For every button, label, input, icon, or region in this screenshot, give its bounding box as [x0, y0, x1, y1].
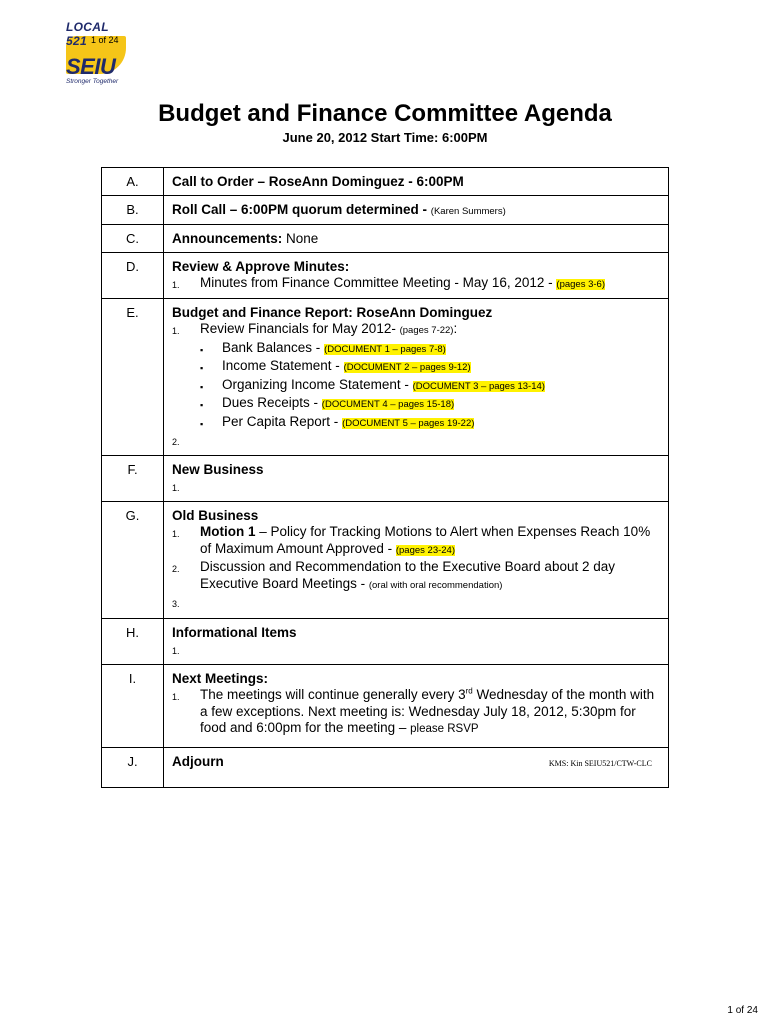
list-number: 2.	[172, 437, 180, 447]
ordinal-suffix: rd	[465, 686, 473, 696]
agenda-table	[101, 167, 669, 788]
row-content	[164, 747, 669, 787]
row-letter: I.	[102, 664, 164, 747]
bullet-text: Income Statement -	[222, 358, 344, 373]
row-letter: F.	[102, 455, 164, 501]
page-number-top: 1 of 24	[91, 35, 119, 45]
highlight-document: (DOCUMENT 3 – pages 13-14)	[412, 380, 545, 392]
row-content	[164, 501, 669, 618]
item-heading: Budget and Finance Report: RoseAnn Dominguez	[172, 304, 493, 320]
list-number: 1.	[172, 483, 180, 493]
agenda-row-c	[102, 225, 669, 253]
page-number-bottom: 1 of 24	[727, 1005, 758, 1016]
agenda-row-h	[102, 618, 669, 664]
list-item	[172, 594, 662, 613]
item-note: (Karen Summers)	[430, 205, 506, 217]
bullet-icon: ▪	[200, 381, 204, 392]
highlight-pages: (pages 23-24)	[395, 544, 455, 556]
highlight-document: (DOCUMENT 1 – pages 7-8)	[324, 343, 446, 355]
list-text: The meetings will continue generally every 3	[200, 687, 466, 702]
bullet-list	[200, 340, 662, 433]
item-heading: Next Meetings:	[172, 670, 269, 686]
pages-note: (pages 7-22)	[399, 325, 454, 336]
row-content	[164, 618, 669, 664]
list-item	[172, 478, 662, 497]
motion-label: Motion 1	[200, 524, 256, 539]
row-letter: B.	[102, 195, 164, 225]
row-letter: E.	[102, 298, 164, 455]
item-heading: Announcements:	[172, 231, 283, 246]
bullet-item	[200, 377, 662, 396]
list-text: Discussion and Recommendation to the Executive Board about 2 day Executive Board Meetings -	[200, 559, 615, 591]
list-text: – Policy for Tracking Motions to Alert when Expenses Reach 10% of Maximum Amount Approved -	[200, 524, 651, 556]
row-letter: D.	[102, 252, 164, 298]
logo-seiu-text: SEIU	[66, 54, 116, 79]
row-content	[164, 298, 669, 455]
row-content	[164, 195, 669, 225]
bullet-item	[200, 340, 662, 359]
list-number: 2.	[172, 564, 180, 574]
list-number: 1.	[172, 326, 180, 336]
item-heading: Review & Approve Minutes:	[172, 258, 350, 274]
agenda-row-b	[102, 195, 669, 225]
list-item	[172, 641, 662, 660]
bullet-item	[200, 414, 662, 433]
list-number: 3.	[172, 599, 180, 609]
agenda-row-a	[102, 168, 669, 196]
agenda-row-d	[102, 252, 669, 298]
colon: :	[453, 321, 458, 336]
item-text: Roll Call – 6:00PM quorum determined -	[172, 201, 431, 217]
item-heading: Informational Items	[172, 624, 297, 640]
list-number: 1.	[172, 692, 180, 702]
row-letter: H.	[102, 618, 164, 664]
agenda-row-i	[102, 664, 669, 747]
list-text: Review Financials for May 2012-	[200, 321, 400, 336]
item-heading: Old Business	[172, 507, 259, 523]
list-text: Minutes from Finance Committee Meeting - May 16, 2012 -	[200, 275, 557, 290]
list-item	[172, 687, 662, 738]
rsvp-text: please RSVP	[410, 723, 479, 735]
item-text: None	[282, 231, 319, 246]
row-content	[164, 225, 669, 253]
bullet-text: Per Capita Report -	[222, 413, 343, 429]
bullet-icon: ▪	[200, 418, 204, 429]
seiu-logo	[66, 20, 132, 90]
highlight-pages: (pages 3-6)	[556, 279, 605, 290]
page-title: Budget and Finance Committee Agenda	[158, 100, 612, 127]
agenda-row-f	[102, 455, 669, 501]
list-item	[172, 275, 662, 294]
row-content	[164, 664, 669, 747]
highlight-document: (DOCUMENT 5 – pages 19-22)	[342, 417, 475, 429]
list-number: 1.	[172, 646, 180, 656]
highlight-document: (DOCUMENT 2 – pages 9-12)	[343, 362, 471, 373]
row-content	[164, 455, 669, 501]
agenda-row-j	[102, 747, 669, 787]
bullet-text: Organizing Income Statement -	[222, 376, 413, 392]
list-number: 1.	[172, 280, 180, 290]
agenda-row-g	[102, 501, 669, 618]
list-text-cont: Wednesday of the month with a few exceptions. Next meeting is: Wednesday July 18, 2012, 5:30pm for food and 6:00pm for the meeting –	[200, 687, 655, 735]
bullet-icon: ▪	[200, 344, 204, 355]
item-text: Call to Order – RoseAnn Dominguez - 6:00PM	[172, 174, 464, 189]
item-heading: Adjourn	[172, 753, 224, 769]
list-item	[172, 321, 662, 340]
highlight-document: (DOCUMENT 4 – pages 15-18)	[321, 399, 455, 410]
row-content	[164, 168, 669, 196]
bullet-text: Bank Balances -	[222, 339, 325, 355]
list-note: (oral with oral recommendation)	[368, 579, 503, 591]
logo-tagline: Stronger Together	[66, 78, 119, 85]
row-letter: J.	[102, 747, 164, 787]
list-item	[172, 524, 662, 559]
row-letter: C.	[102, 225, 164, 253]
bullet-text: Dues Receipts -	[222, 395, 322, 410]
list-number: 1.	[172, 529, 180, 539]
row-letter: A.	[102, 168, 164, 196]
agenda-row-e	[102, 298, 669, 455]
row-content	[164, 252, 669, 298]
page-subtitle: June 20, 2012 Start Time: 6:00PM	[282, 130, 488, 145]
item-heading: New Business	[172, 461, 264, 477]
bullet-item	[200, 358, 662, 377]
list-item	[172, 432, 662, 451]
list-item	[172, 559, 662, 594]
logo-local-text: LOCAL 521	[66, 20, 109, 48]
bullet-icon: ▪	[200, 363, 204, 373]
row-letter: G.	[102, 501, 164, 618]
bullet-icon: ▪	[200, 400, 204, 410]
document-code: KMS: Kin SEIU521/CTW-CLC	[548, 758, 652, 768]
bullet-item	[200, 395, 662, 414]
